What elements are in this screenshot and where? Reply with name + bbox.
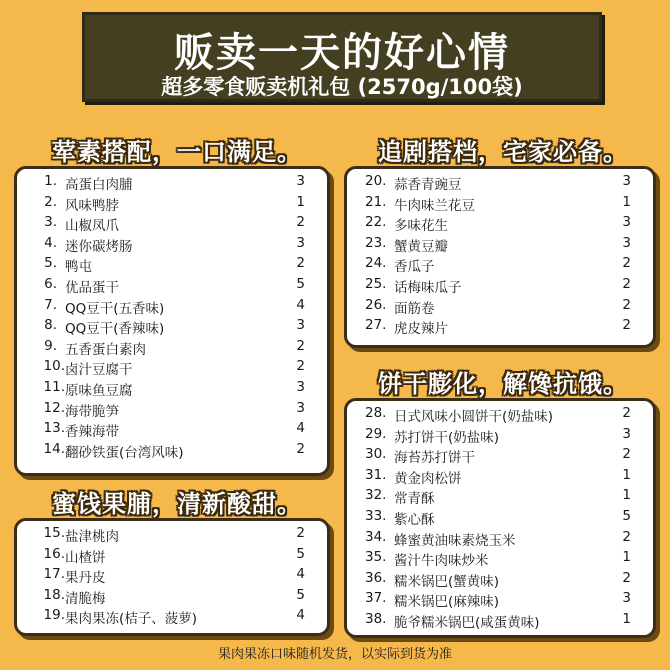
section-title-snacks: 追剧搭档，宅家必备。 xyxy=(378,138,628,166)
item-quantity: 2 xyxy=(622,275,631,292)
item-name: 山椒凤爪 xyxy=(65,218,119,235)
list-item xyxy=(17,173,327,194)
item-quantity: 2 xyxy=(296,337,305,354)
list-box-meat xyxy=(14,166,330,476)
list-item xyxy=(17,441,327,462)
item-name: 风味鸭脖 xyxy=(65,197,119,214)
item-number: 38. xyxy=(365,610,387,627)
item-name: 蒜香青豌豆 xyxy=(394,177,462,193)
item-quantity: 5 xyxy=(622,507,631,524)
item-quantity: 5 xyxy=(296,275,305,292)
item-number: 34. xyxy=(365,528,387,545)
item-number: 8. xyxy=(44,317,57,334)
item-name: QQ豆干(五香味) xyxy=(65,300,165,317)
item-quantity: 3 xyxy=(622,590,631,607)
list-item xyxy=(17,607,327,628)
item-number: 9. xyxy=(44,337,57,354)
item-number: 20. xyxy=(365,173,387,189)
item-quantity: 4 xyxy=(296,566,305,583)
item-quantity: 1 xyxy=(622,610,631,627)
list-item xyxy=(347,255,653,276)
item-name: 多味花生 xyxy=(394,218,448,235)
item-name: 日式风味小圆饼干(奶盐味) xyxy=(394,409,554,425)
item-quantity: 2 xyxy=(296,440,305,457)
item-name: 常青酥 xyxy=(394,491,435,508)
item-quantity: 2 xyxy=(622,446,631,463)
item-quantity: 2 xyxy=(296,358,305,375)
item-number: 30. xyxy=(365,446,387,463)
item-name: 海带脆笋 xyxy=(65,403,119,420)
item-quantity: 2 xyxy=(622,317,631,334)
item-quantity: 4 xyxy=(296,607,305,624)
item-number: 33. xyxy=(365,507,387,524)
list-item xyxy=(347,405,653,426)
list-item xyxy=(17,214,327,235)
item-number: 10. xyxy=(43,358,65,375)
item-number: 16. xyxy=(43,545,65,562)
item-quantity: 1 xyxy=(622,193,631,210)
item-quantity: 3 xyxy=(296,317,305,334)
item-quantity: 2 xyxy=(622,528,631,545)
item-number: 4. xyxy=(44,234,57,251)
item-number: 37. xyxy=(365,590,387,607)
section-title-fruit: 蜜饯果脯，清新酸甜。 xyxy=(52,490,302,518)
item-quantity: 2 xyxy=(296,255,305,272)
list-item xyxy=(17,420,327,441)
list-item xyxy=(347,549,653,570)
item-number: 3. xyxy=(44,214,57,231)
item-name: 迷你碳烤肠 xyxy=(65,238,133,255)
item-number: 15. xyxy=(43,525,65,541)
item-quantity: 2 xyxy=(622,255,631,272)
item-name: 高蛋白肉脯 xyxy=(65,177,133,193)
item-name: 山楂饼 xyxy=(65,549,106,566)
list-item xyxy=(347,570,653,591)
item-number: 2. xyxy=(44,193,57,210)
list-item xyxy=(17,546,327,567)
item-name: 果肉果冻(桔子、菠萝) xyxy=(65,611,198,628)
item-number: 23. xyxy=(365,234,387,251)
list-item xyxy=(17,379,327,400)
item-number: 32. xyxy=(365,487,387,504)
item-number: 7. xyxy=(44,296,57,313)
header-banner xyxy=(82,12,602,102)
item-name: 牛肉味兰花豆 xyxy=(394,197,475,214)
list-item xyxy=(347,276,653,297)
list-item xyxy=(347,317,653,338)
item-quantity: 2 xyxy=(296,214,305,231)
item-quantity: 3 xyxy=(622,214,631,231)
item-quantity: 2 xyxy=(296,525,305,541)
list-item xyxy=(17,317,327,338)
item-name: 五香蛋白素肉 xyxy=(65,341,146,358)
list-box-biscuits xyxy=(344,398,656,638)
item-number: 17. xyxy=(43,566,65,583)
section-title-biscuits: 饼干膨化，解馋抗饿。 xyxy=(378,370,628,398)
item-quantity: 1 xyxy=(622,466,631,483)
item-name: 香瓜子 xyxy=(394,259,435,276)
list-box-snacks xyxy=(344,166,656,348)
item-quantity: 1 xyxy=(622,549,631,566)
item-number: 26. xyxy=(365,296,387,313)
item-quantity: 3 xyxy=(296,378,305,395)
list-item xyxy=(17,235,327,256)
list-item xyxy=(347,235,653,256)
item-number: 24. xyxy=(365,255,387,272)
list-box-fruit xyxy=(14,518,330,636)
item-number: 25. xyxy=(365,275,387,292)
item-quantity: 2 xyxy=(622,405,631,421)
item-number: 35. xyxy=(365,549,387,566)
item-name: 优品蛋干 xyxy=(65,279,119,296)
item-quantity: 2 xyxy=(622,569,631,586)
item-quantity: 4 xyxy=(296,296,305,313)
list-item xyxy=(17,255,327,276)
list-item xyxy=(347,173,653,194)
item-name: 紫心酥 xyxy=(394,511,435,528)
item-number: 11. xyxy=(43,378,65,395)
list-item xyxy=(347,611,653,632)
item-quantity: 3 xyxy=(622,234,631,251)
item-number: 14. xyxy=(43,440,65,457)
item-name: 脆爷糯米锅巴(咸蛋黄味) xyxy=(394,614,540,631)
item-name: 面筋卷 xyxy=(394,300,435,317)
section-title-meat: 荤素搭配，一口满足。 xyxy=(52,138,302,166)
item-name: 黄金肉松饼 xyxy=(394,470,462,487)
item-name: 话梅味瓜子 xyxy=(394,279,462,296)
item-number: 18. xyxy=(43,586,65,603)
item-number: 28. xyxy=(365,405,387,421)
item-number: 27. xyxy=(365,317,387,334)
item-name: 鸭屯 xyxy=(65,259,92,276)
item-quantity: 3 xyxy=(622,173,631,189)
item-name: 苏打饼干(奶盐味) xyxy=(394,429,500,446)
item-quantity: 3 xyxy=(622,425,631,442)
list-item xyxy=(17,194,327,215)
item-number: 31. xyxy=(365,466,387,483)
page-subtitle: 超多零食贩卖机礼包 (2570g/100袋) xyxy=(161,75,523,99)
item-name: 原味鱼豆腐 xyxy=(65,382,133,399)
item-name: 盐津桃肉 xyxy=(65,529,119,545)
item-quantity: 5 xyxy=(296,586,305,603)
item-name: 蜂蜜黄油味素烧玉米 xyxy=(394,532,516,549)
list-item xyxy=(17,400,327,421)
list-item xyxy=(17,587,327,608)
item-name: QQ豆干(香辣味) xyxy=(65,321,165,338)
item-name: 糯米锅巴(麻辣味) xyxy=(394,594,500,611)
item-number: 6. xyxy=(44,275,57,292)
list-item xyxy=(17,566,327,587)
item-name: 果丹皮 xyxy=(65,570,106,587)
list-item xyxy=(347,214,653,235)
item-quantity: 3 xyxy=(296,173,305,189)
item-name: 翻砂铁蛋(台湾风味) xyxy=(65,444,184,461)
item-name: 糯米锅巴(蟹黄味) xyxy=(394,573,500,590)
item-quantity: 1 xyxy=(296,193,305,210)
page-title: 贩卖一天的好心情 xyxy=(174,30,510,76)
list-item xyxy=(17,276,327,297)
list-item xyxy=(347,590,653,611)
list-item xyxy=(347,529,653,550)
list-item xyxy=(347,446,653,467)
item-number: 13. xyxy=(43,420,65,437)
list-item xyxy=(17,358,327,379)
item-quantity: 3 xyxy=(296,399,305,416)
item-number: 36. xyxy=(365,569,387,586)
item-quantity: 4 xyxy=(296,420,305,437)
item-quantity: 5 xyxy=(296,545,305,562)
list-item xyxy=(347,426,653,447)
item-quantity: 1 xyxy=(622,487,631,504)
item-number: 1. xyxy=(44,173,57,189)
list-item xyxy=(347,194,653,215)
footer-note: 果肉果冻口味随机发货，以实际到货为准 xyxy=(217,647,452,662)
item-number: 5. xyxy=(44,255,57,272)
item-number: 12. xyxy=(43,399,65,416)
list-item xyxy=(347,508,653,529)
item-name: 蟹黄豆瓣 xyxy=(394,238,448,255)
item-number: 22. xyxy=(365,214,387,231)
item-name: 海苔苏打饼干 xyxy=(394,450,475,467)
item-quantity: 3 xyxy=(296,234,305,251)
item-name: 卤汁豆腐干 xyxy=(65,362,133,379)
item-quantity: 2 xyxy=(622,296,631,313)
item-number: 19. xyxy=(43,607,65,624)
item-number: 21. xyxy=(365,193,387,210)
list-item xyxy=(17,297,327,318)
item-name: 虎皮辣片 xyxy=(394,321,448,338)
item-name: 香辣海带 xyxy=(65,424,119,441)
item-name: 酱汁牛肉味炒米 xyxy=(394,553,489,570)
list-item xyxy=(347,487,653,508)
item-number: 29. xyxy=(365,425,387,442)
list-item xyxy=(17,525,327,546)
list-item xyxy=(347,297,653,318)
item-name: 清脆梅 xyxy=(65,590,106,607)
list-item xyxy=(17,338,327,359)
list-item xyxy=(347,467,653,488)
